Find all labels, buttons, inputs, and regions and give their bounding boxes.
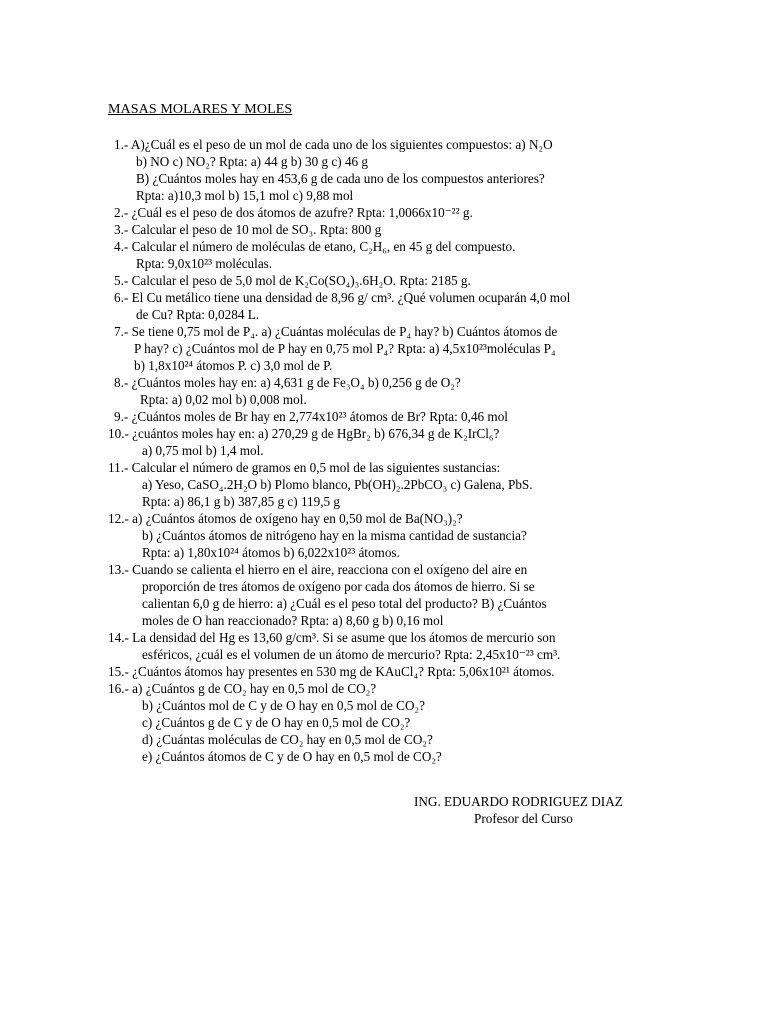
signature-name: ING. EDUARDO RODRIGUEZ DIAZ — [414, 794, 623, 809]
question-4: 4.- Calcular el número de moléculas de etano, C₂H₆, en 45 g del compuesto. — [114, 239, 516, 254]
question-6-answer: de Cu? Rpta: 0,0284 L. — [136, 307, 260, 322]
question-10-answer: a) 0,75 mol b) 1,4 mol. — [142, 443, 264, 458]
question-13-cont-1: proporción de tres átomos de oxígeno por cada dos átomos de hierro. Si se — [142, 579, 535, 594]
question-12a: 12.- a) ¿Cuántos átomos de oxígeno hay en 0,50 mol de Ba(NO₃)₂? — [108, 511, 463, 526]
question-12b: b) ¿Cuántos átomos de nitrógeno hay en la misma cantidad de sustancia? — [142, 528, 527, 543]
question-6: 6.- El Cu metálico tiene una densidad de 8,96 g/ cm³. ¿Qué volumen ocuparán 4,0 mol — [114, 290, 571, 305]
question-7-cont: P hay? c) ¿Cuántos mol de P hay en 0,75 mol P₄? Rpta: a) 4,5x10²³moléculas P₄ — [134, 341, 556, 356]
question-13-cont-2: calientan 6,0 g de hierro: a) ¿Cuál es el peso total del producto? B) ¿Cuántos — [142, 596, 547, 611]
question-1b: B) ¿Cuántos moles hay en 453,6 g de cada uno de los compuestos anteriores? — [136, 171, 545, 186]
question-12-answer: Rpta: a) 1,80x10²⁴ átomos b) 6,022x10²³ átomos. — [142, 545, 400, 560]
question-8-answer: Rpta: a) 0,02 mol b) 0,008 mol. — [140, 392, 307, 407]
question-16a: 16.- a) ¿Cuántos g de CO₂ hay en 0,5 mol de CO₂? — [108, 681, 377, 696]
question-1a-answers: b) NO c) NO₂? Rpta: a) 44 g b) 30 g c) 46 g — [136, 154, 369, 169]
question-3: 3.- Calcular el peso de 10 mol de SO₃. Rpta: 800 g — [114, 222, 382, 237]
page-title: MASAS MOLARES Y MOLES — [108, 102, 293, 117]
question-16d: d) ¿Cuántas moléculas de CO₂ hay en 0,5 mol de CO₂? — [142, 732, 433, 747]
question-10: 10.- ¿cuántos moles hay en: a) 270,29 g de HgBr₂ b) 676,34 g de K₂IrCl₆? — [108, 426, 500, 441]
question-2: 2.- ¿Cuál es el peso de dos átomos de azufre? Rpta: 1,0066x10⁻²² g. — [114, 205, 473, 220]
question-16e: e) ¿Cuántos átomos de C y de O hay en 0,5 mol de CO₂? — [142, 749, 442, 764]
question-1b-answer: Rpta: a)10,3 mol b) 15,1 mol c) 9,88 mol — [136, 188, 354, 203]
question-9: 9.- ¿Cuántos moles de Br hay en 2,774x10²³ átomos de Br? Rpta: 0,46 mol — [114, 409, 508, 424]
question-1a: 1.- A)¿Cuál es el peso de un mol de cada uno de los siguientes compuestos: a) N₂O — [114, 137, 553, 152]
question-11-parts: a) Yeso, CaSO₄.2H₂O b) Plomo blanco, Pb(OH)₂.2PbCO₃ c) Galena, PbS. — [142, 477, 533, 492]
question-4-answer: Rpta: 9,0x10²³ moléculas. — [136, 256, 273, 271]
question-16b: b) ¿Cuántos mol de C y de O hay en 0,5 mol de CO₂? — [142, 698, 425, 713]
question-7: 7.- Se tiene 0,75 mol de P₄. a) ¿Cuántas moléculas de P₄ hay? b) Cuántos átomos de — [114, 324, 558, 339]
question-14-answer: esféricos, ¿cuál es el volumen de un átomo de mercurio? Rpta: 2,45x10⁻²³ cm³. — [142, 647, 561, 662]
question-14: 14.- La densidad del Hg es 13,60 g/cm³. Si se asume que los átomos de mercurio son — [108, 630, 556, 645]
question-8: 8.- ¿Cuántos moles hay en: a) 4,631 g de Fe₃O₄ b) 0,256 g de O₂? — [114, 375, 461, 390]
question-16c: c) ¿Cuántos g de C y de O hay en 0,5 mol de CO₂? — [142, 715, 411, 730]
question-11-answer: Rpta: a) 86,1 g b) 387,85 g c) 119,5 g — [142, 494, 341, 509]
question-5: 5.- Calcular el peso de 5,0 mol de K₂Co(SO₄)₃.6H₂O. Rpta: 2185 g. — [114, 273, 471, 288]
question-11: 11.- Calcular el número de gramos en 0,5 mol de las siguientes sustancias: — [108, 460, 501, 475]
question-13: 13.- Cuando se calienta el hierro en el aire, reacciona con el oxígeno del aire en — [108, 562, 528, 577]
question-15: 15.- ¿Cuántos átomos hay presentes en 530 mg de KAuCl₄? Rpta: 5,06x10²¹ átomos. — [108, 664, 555, 679]
question-13-answer: moles de O han reaccionado? Rpta: a) 8,60 g b) 0,16 mol — [142, 613, 444, 628]
signature-role: Profesor del Curso — [474, 811, 573, 826]
question-7-answer: b) 1,8x10²⁴ átomos P. c) 3,0 mol de P. — [134, 358, 333, 373]
